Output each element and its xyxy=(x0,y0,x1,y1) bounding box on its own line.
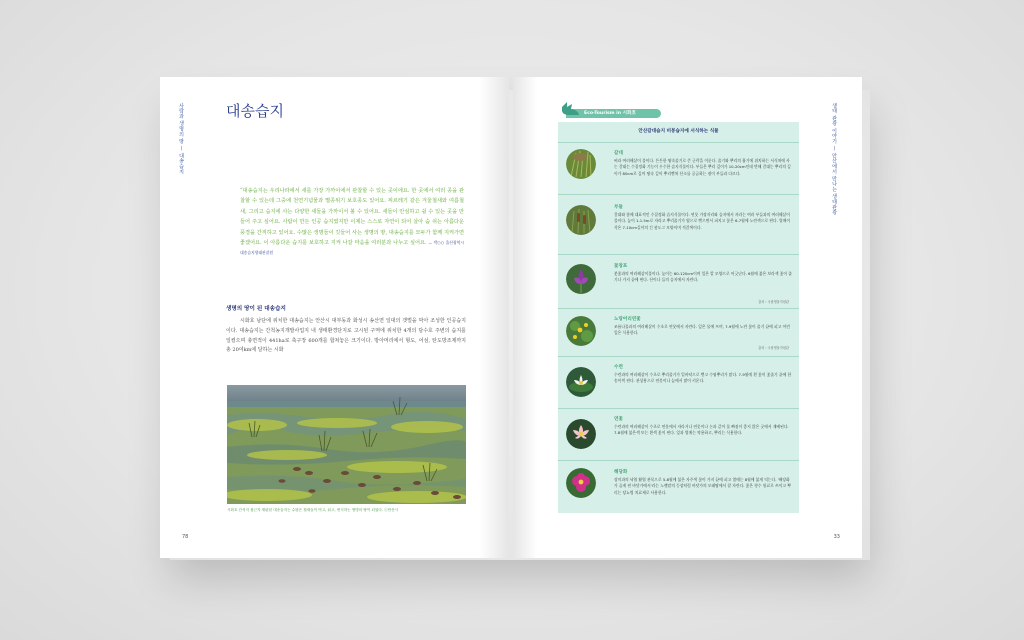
plant-description: 수련과의 여러해살이 수초로 연못에서 자라거나 연못이나 논과 같이 물 빠짐이 좋지 않은 곳에서 재배된다. 7-8월에 붉은색 또는 흰색 꽃이 핀다. 잎과 열매는 약용하고, 뿌리는 식용한다. xyxy=(614,424,789,436)
body-text: 시화호 남단에 위치한 대송습지는 안산시 대부동과 화성시 송산면 일대의 갯벌을 막아 조성한 인공습지이다. 대송습지는 간척농지개발사업지 내 생태환경단지로 고시된 구역에 위치한 4개의 담수호 주변의 습지를 일컬으며 총면적이 441ha로 축구장 600개를 합쳐놓은 크기이다. 방아머리에서 형도, 어섬, 탄도방조제까지 총 20여km에 달하는 시화 xyxy=(226,318,466,354)
plant-entry xyxy=(558,460,799,514)
page-title: 대송습지 xyxy=(226,102,284,120)
plant-description: 갈대와 함께 대표적인 수질정화 습지식물이다. 연못 가장자리와 습지에서 자라는 여러 부들과의 여러해살이 풀이다. 높이 1-1.5m로 자라고 뿌리줄기가 옆으로 뻗으면서 퍼지고 꽃은 6-7월에 노란색으로 핀다. 열매이삭은 7-10cm길이의 긴 핫도그 모양이며 적갈색이다. xyxy=(614,212,790,230)
plant-name: 꽃창포 xyxy=(614,264,628,269)
gutter-shadow-right xyxy=(513,77,537,558)
iris-photo xyxy=(566,264,596,294)
plant-description: 조름나물과의 여러해살이 수초로 연못에서 자란다. 잎은 물에 뜨며, 7-9월에 노란 꽃이 줄기 끝에 피고 어린잎은 식용한다. xyxy=(614,324,790,336)
badge-label: Eco-Tourism in 시화호 xyxy=(584,111,636,116)
plant-entry xyxy=(558,356,799,409)
plant-name: 해당화 xyxy=(614,470,628,475)
plant-entry xyxy=(558,142,799,195)
page-number-left: 78 xyxy=(182,534,189,540)
water-lily-photo xyxy=(566,367,596,397)
floating-heart-photo xyxy=(566,316,596,346)
plant-entry xyxy=(558,194,799,255)
gutter-shadow-left xyxy=(479,77,509,558)
page-number-right: 33 xyxy=(833,534,840,540)
left-page xyxy=(160,77,509,558)
plant-name: 갈대 xyxy=(614,151,623,156)
rugosa-rose-photo xyxy=(566,468,596,498)
cattail-photo xyxy=(566,205,596,235)
wetland-photo xyxy=(227,385,466,504)
plant-name: 연꽃 xyxy=(614,417,623,422)
plant-entry xyxy=(558,408,799,461)
photo-credit: 출처 : 국립생물자원관 xyxy=(758,300,789,304)
plant-name: 노랑어리연꽃 xyxy=(614,317,641,322)
section-heading: 생명의 땅이 된 대송습지 xyxy=(226,306,286,312)
lotus-photo xyxy=(566,419,596,449)
quote-source: — 박○○ 울산광역시 대송습지생태관찰원 xyxy=(240,240,464,256)
photo-credit: 출처 : 국립생물자원관 xyxy=(758,346,789,350)
plant-description: 수련과의 여러해살이 수초로 뿌리줄기가 일바닥으로 뻗고 수염뿌리가 많다. 7-9월에 흰 꽃이 꽃줄기 끝에 한 송이씩 핀다. 관상용으로 연못이나 늪에서 많이 키운다. xyxy=(614,372,792,384)
plant-name: 수련 xyxy=(614,365,623,370)
eco-tourism-badge xyxy=(558,101,758,121)
right-page xyxy=(513,77,862,558)
plant-description: 붓꽃과의 여러해살이풀이다. 높이는 60-120cm이며 잎은 칼 모양으로 어긋난다. 6월에 붉은 보라색 꽃이 줄기나 가지 끝에 핀다. 산이나 들의 습지에서 자란다. xyxy=(614,271,792,283)
plant-description: 장미과의 낙엽 활엽 관목으로 5-8월에 붉은 자주색 꽃이 가지 끝에 피고 열매는 8월에 붉게 익는다. '해당화가 곱게 핀 바닷가에서'라는 노랫말의 등장처럼 바닷가의 모래땅에서 잘 자란다. 꽃은 향수 원료로 쓰이고 뿌리는 당뇨병 치료제로 사용한다. xyxy=(614,477,791,495)
plant-entry xyxy=(558,254,799,309)
plant-info-box xyxy=(558,122,799,513)
reed-photo xyxy=(566,149,596,179)
photo-caption: 시화호 간석지 접근지 재판된 대송습지는 수많은 철새들이 먹고, 쉬고, 번식하는 생명의 땅이 되었다. ⓒ안산시 xyxy=(227,508,399,512)
plant-description: 벼과 여러해살이 풀이다. 튼튼한 땅속줄기로 큰 군락을 이룬다. 줄기와 뿌리의 흡기에 위치하는 서식처에 사는 갈대는 수질정화 기능이 우수한 습지식물이다. 부들은 뿌리 깊이가 10-20cm인데 반해 갈대는 뿌리의 깊이가 80cm로 깊어 땅속 깊이 뿌리뻗쳐 산소를 공급하는 점이 부들과 다르다. xyxy=(614,158,791,176)
bird-icon xyxy=(558,101,580,119)
plant-name: 부들 xyxy=(614,205,623,210)
box-title: 안산갈대습지 비봉습지에 서식하는 식물 xyxy=(638,129,719,134)
running-head-left: 사람과 생명의 땅 — 대송습지 xyxy=(178,103,184,175)
running-head-right: 생태 관광 이야기 — 안산에서 만나는 생태관광 xyxy=(831,103,837,216)
quote-block xyxy=(240,186,464,259)
quote-text: “대송습지는 우리나라에서 새를 가장 가까이에서 관찰할 수 있는 곳이에요. 한 곳에서 여러 종을 관찰할 수 있는데 그중에 천연기념물과 멸종위기 보호종도 있어요. 찌르레기 같은 겨울철새와 여름철새, 그리고 습지에 사는 다양한 새들을 가까이서 볼 수 있어요. 새들이 안심하고 쉴 수 있는 곳을 만들어 주고 싶어요. 사람이 만든 인공 습지였지만 이제는 스스로 자연이 되어 살아 숨 쉬는 아름다운 풍경을 간직하고 있어요. 수많은 생명들이 깃들어 사는 생명의 땅, 대송습지를 모두가 함께 지켜가면 좋겠어요. 이 아름다운 습지를 보호하고 지켜 나갈 마음을 여러분과 나누고 싶어요. xyxy=(240,188,464,247)
plant-entry xyxy=(558,308,799,357)
